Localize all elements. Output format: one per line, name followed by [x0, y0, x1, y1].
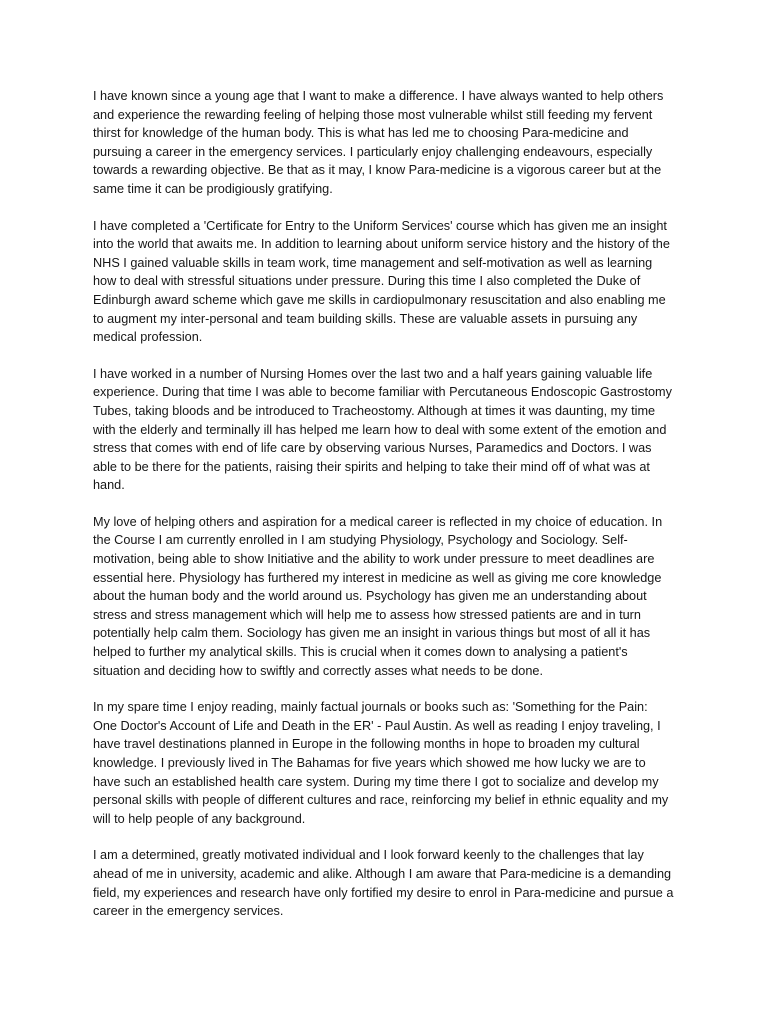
paragraph-conclusion: I am a determined, greatly motivated individual and I look forward keenly to the challenges that lay ahead of me in university, academic and alike. Although I am aware that Para-medicine is a demanding field, my experiences and research have only fortified my desire to enrol in Para-medicine and pursue a career in the emergency services.	[93, 848, 674, 919]
document-body	[93, 87, 675, 939]
paragraph-nursing-homes: I have worked in a number of Nursing Homes over the last two and a half years gaining valuable life experience. During that time I was able to become familiar with Percutaneous Endoscopic Gastrostomy Tubes, taking bloods and be introduced to Tracheostomy. Although at times it was daunting, my time with the elderly and terminally ill has helped me learn how to deal with some extent of the emotion and stress that comes with end of life care by observing various Nurses, Paramedics and Doctors. I was able to be there for the patients, raising their spirits and helping to take their mind off of what was at hand.	[93, 366, 672, 493]
paragraph-introduction: I have known since a young age that I want to make a difference. I have always wanted to help others and experience the rewarding feeling of helping those most vulnerable whilst still feeding my fervent thirst for knowledge of the human body. This is what has led me to choosing Para-medicine and pursuing a career in the emergency services. I particularly enjoy challenging endeavours, especially towards a rewarding objective. Be that as it may, I know Para-medicine is a vigorous career but at the same time it can be prodigiously gratifying.	[93, 89, 664, 196]
paragraph-certificate: I have completed a 'Certificate for Entry to the Uniform Services' course which has given me an insight into the world that awaits me. In addition to learning about uniform service history and the history of the NHS I gained valuable skills in team work, time management and self-motivation as well as learning how to deal with stressful situations under pressure. During this time I also completed the Duke of Edinburgh award scheme which gave me skills in cardiopulmonary resuscitation and also enabling me to augment my inter-personal and team building skills. These are valuable assets in pursuing any medical profession.	[93, 218, 670, 345]
paragraph-education: My love of helping others and aspiration for a medical career is reflected in my choice of education. In the Course I am currently enrolled in I am studying Physiology, Psychology and Sociology. Self-motivation, being able to show Initiative and the ability to work under pressure to meet deadlines are essential here. Physiology has furthered my interest in medicine as well as giving me core knowledge about the human body and the world around us. Psychology has given me an understanding about stress and stress management which will help me to assess how stressed patients are and in turn potentially help calm them. Sociology has given me an insight in various things but most of all it has helped to further my analytical skills. This is crucial when it comes down to analysing a patient's situation and deciding how to swiftly and correctly asses what needs to be done.	[93, 514, 663, 678]
paragraph-spare-time: In my spare time I enjoy reading, mainly factual journals or books such as: 'Something for the Pain: One Doctor's Account of Life and Death in the ER' - Paul Austin. As well as reading I enjoy traveling, I have travel destinations planned in Europe in the following months in hope to broaden my cultural knowledge. I previously lived in The Bahamas for five years which showed me how lucky we are to have such an established health care system. During my time there I got to socialize and develop my personal skills with people of different cultures and race, reinforcing my belief in ethnic equality and my will to help people of any background.	[93, 700, 669, 826]
